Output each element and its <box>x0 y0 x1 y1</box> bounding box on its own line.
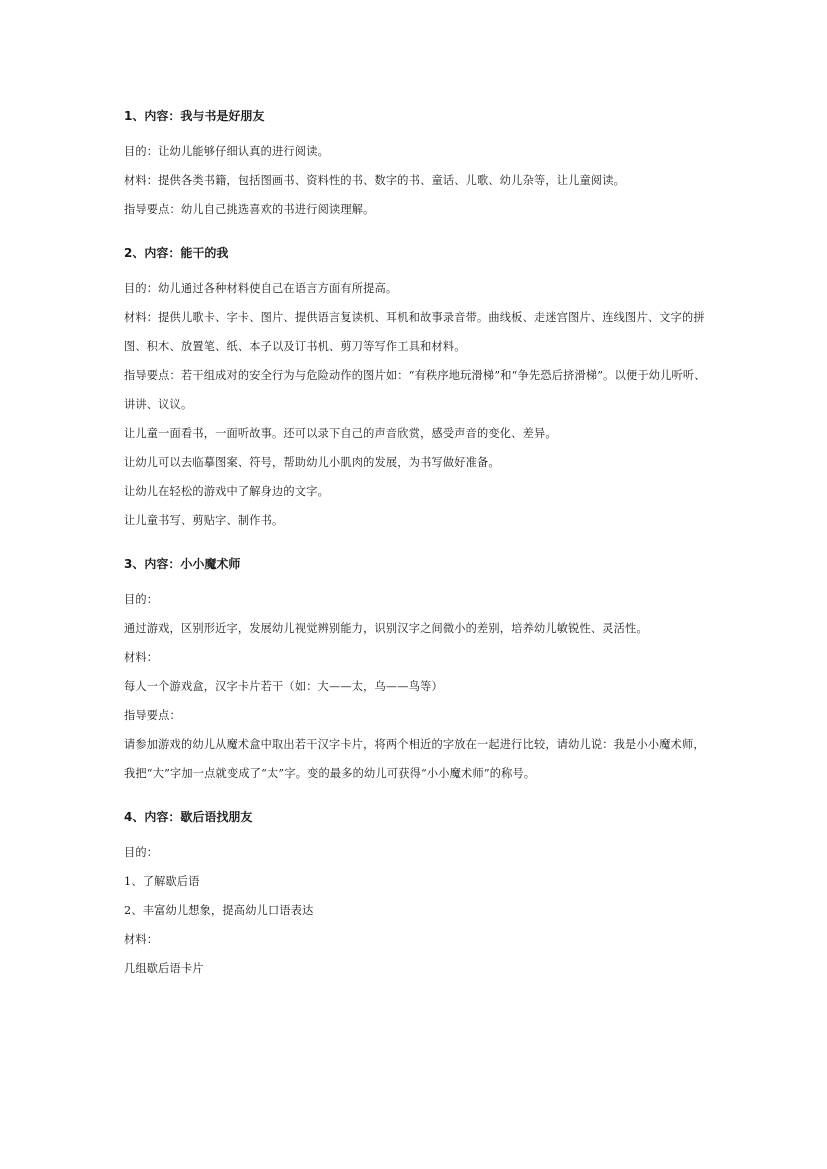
paragraph: 材料： <box>124 933 159 946</box>
section-1 <box>124 108 714 224</box>
paragraph: 让幼儿可以去临摹图案、符号，帮助幼儿小肌肉的发展，为书写做好准备。 <box>124 456 500 469</box>
paragraph: 指导要点： <box>124 709 181 722</box>
section-4 <box>124 809 714 983</box>
paragraph: 让儿童书写、剪贴字、制作书。 <box>124 514 284 527</box>
paragraph: 让儿童一面看书，一面听故事。还可以录下自己的声音欣赏，感受声音的变化、差异。 <box>124 427 557 440</box>
paragraph: 2、丰富幼儿想象，提高幼儿口语表达 <box>124 904 314 917</box>
paragraph: 目的： <box>124 593 159 606</box>
paragraph: 指导要点：幼儿自己挑选喜欢的书进行阅读理解。 <box>124 203 375 216</box>
paragraph: 材料：提供各类书籍，包括图画书、资料性的书、数字的书、童话、儿歌、幼儿杂等，让儿童阅读。 <box>124 174 626 187</box>
section-heading: 2、内容：能干的我 <box>124 246 229 260</box>
section-2 <box>124 245 714 535</box>
section-heading: 3、内容：小小魔术师 <box>124 557 241 571</box>
paragraph: 通过游戏，区别形近字，发展幼儿视觉辨别能力，识别汉字之间微小的差别，培养幼儿敏锐性、灵活性。 <box>124 622 648 635</box>
paragraph: 材料： <box>124 651 159 664</box>
paragraph: 目的： <box>124 846 159 859</box>
paragraph: 每人一个游戏盒，汉字卡片若干（如：大——太，乌——鸟等） <box>124 680 443 693</box>
paragraph: 让幼儿在轻松的游戏中了解身边的文字。 <box>124 485 329 498</box>
paragraph: 1、了解歇后语 <box>124 875 200 888</box>
paragraph: 目的：让幼儿能够仔细认真的进行阅读。 <box>124 145 329 158</box>
paragraph: 材料：提供儿歌卡、字卡、图片、提供语言复读机、耳机和故事录音带。曲线板、走迷宫图片、连线图片、文字的拼图、积木、放置笔、纸、本子以及订书机、剪刀等写作工具和材料。 <box>124 311 705 353</box>
section-heading: 4、内容：歇后语找朋友 <box>124 810 253 824</box>
paragraph: 指导要点：若干组成对的安全行为与危险动作的图片如：“有秩序地玩滑梯”和“争先恐后挤滑梯”。以便于幼儿听听、讲讲、议议。 <box>124 369 706 411</box>
document-page <box>124 108 714 983</box>
section-heading: 1、内容：我与书是好朋友 <box>124 109 265 123</box>
paragraph: 请参加游戏的幼儿从魔术盒中取出若干汉字卡片，将两个相近的字放在一起进行比较，请幼儿说：我是小小魔术师，我把“大”字加一点就变成了“太”字。变的最多的幼儿可获得“小小魔术师”的称号。 <box>124 738 705 780</box>
paragraph: 几组歇后语卡片 <box>124 962 204 975</box>
section-3 <box>124 556 714 788</box>
paragraph: 目的：幼儿通过各种材料使自己在语言方面有所提高。 <box>124 282 398 295</box>
